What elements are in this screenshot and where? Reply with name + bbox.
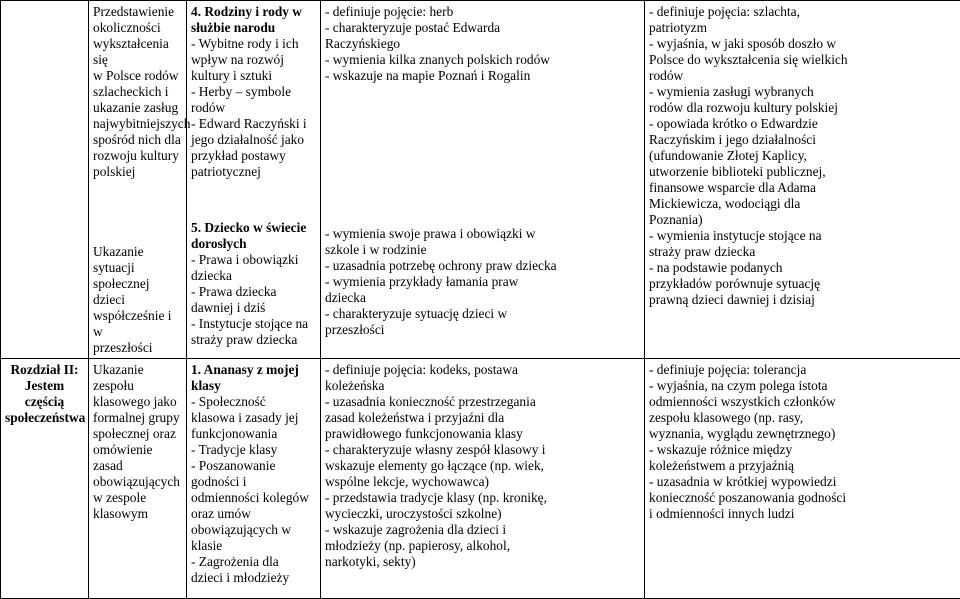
requirement-line: odmienności wszystkich członków xyxy=(649,394,956,410)
table-row xyxy=(1,1,960,359)
goal-line: formalnej grupy xyxy=(93,410,182,426)
goal-line: współcześnie i w xyxy=(93,308,182,340)
table-row xyxy=(1,359,960,599)
topic-item: - Prawa i obowiązki xyxy=(191,252,316,268)
requirement-line: - definiuje pojęcie: herb xyxy=(325,4,640,20)
requirement-line: zasad koleżeństwa i przyjaźni dla xyxy=(325,410,640,426)
requirement-line: koleżeńska xyxy=(325,378,640,394)
goal-line: najwybitniejszych xyxy=(93,116,182,132)
requirement-line: - wymienia zasługi wybranych xyxy=(649,84,956,100)
requirement-line: - charakteryzuje postać Edwarda xyxy=(325,20,640,36)
topic-title: 4. Rodziny i rody w xyxy=(191,4,316,20)
goal-line: okoliczności xyxy=(93,20,182,36)
requirement-line: szkole i w rodzinie xyxy=(325,242,640,258)
topic-title: dorosłych xyxy=(191,236,316,252)
requirement-line: Mickiewicza, wodociągi dla xyxy=(649,196,956,212)
topic-item: godności i xyxy=(191,474,316,490)
goals-cell xyxy=(89,359,187,599)
requirement-line: przeszłości xyxy=(325,322,640,338)
requirement-line: i odmienności innych ludzi xyxy=(649,506,956,522)
topic-item: odmienności kolegów xyxy=(191,490,316,506)
topic-item: dzieci i młodzieży xyxy=(191,570,316,586)
topic-item: - Tradycje klasy xyxy=(191,442,316,458)
topic-item: jego działalność jako xyxy=(191,132,316,148)
requirement-line: wspólne lekcje, wychowawca) xyxy=(325,474,640,490)
requirement-line: narkotyki, sekty) xyxy=(325,554,640,570)
requirement-line: - uzasadnia potrzebę ochrony praw dziecka xyxy=(325,258,640,274)
goal-line: polskiej xyxy=(93,164,182,180)
requirements-block xyxy=(325,4,640,84)
requirement-line: - wskazuje różnice między xyxy=(649,442,956,458)
requirement-line: koleżeństwem a przyjaźnią xyxy=(649,458,956,474)
requirement-line: - wyjaśnia, na czym polega istota xyxy=(649,378,956,394)
topics-cell xyxy=(187,359,321,599)
requirement-line: - wymienia przykłady łamania praw xyxy=(325,274,640,290)
topic-item: - Wybitne rody i ich xyxy=(191,36,316,52)
requirement-line: - wymienia instytucje stojące na xyxy=(649,228,956,244)
topics-cell xyxy=(187,1,321,359)
goal-line: szlacheckich i xyxy=(93,84,182,100)
requirement-line: - na podstawie podanych xyxy=(649,260,956,276)
requirement-line: - wymienia kilka znanych polskich rodów xyxy=(325,52,640,68)
topic-item: przykład postawy xyxy=(191,148,316,164)
requirement-line: - uzasadnia w krótkiej wypowiedzi xyxy=(649,474,956,490)
requirement-line: młodzieży (np. papierosy, alkohol, xyxy=(325,538,640,554)
goal-line: w zespole xyxy=(93,490,182,506)
goal-line: spośród nich dla xyxy=(93,132,182,148)
goal-line: ukazanie zasług xyxy=(93,100,182,116)
topic-item: rodów xyxy=(191,100,316,116)
topic-block xyxy=(191,220,316,348)
requirement-line: patriotyzm xyxy=(649,20,956,36)
requirement-line: dziecka xyxy=(325,290,640,306)
requirement-line: - wyjaśnia, w jaki sposób doszło w xyxy=(649,36,956,52)
goal-line: rozwoju kultury xyxy=(93,148,182,164)
requirement-line: Raczyńskiego xyxy=(325,36,640,52)
requirement-line: rodów xyxy=(649,68,956,84)
requirement-line: wycieczki, uroczystości szkolne) xyxy=(325,506,640,522)
topic-item: klasowa i zasady jej xyxy=(191,410,316,426)
topic-item: kultury i sztuki xyxy=(191,68,316,84)
requirement-line: - wskazuje na mapie Poznań i Rogalin xyxy=(325,68,640,84)
topic-item: - Prawa dziecka xyxy=(191,284,316,300)
topic-item: oraz umów xyxy=(191,506,316,522)
requirement-line: - uzasadnia konieczność przestrzegania xyxy=(325,394,640,410)
requirement-line: - definiuje pojęcia: szlachta, xyxy=(649,4,956,20)
requirement-line: - definiuje pojęcia: kodeks, postawa xyxy=(325,362,640,378)
topic-item: wpływ na rozwój xyxy=(191,52,316,68)
section-title: Jestem xyxy=(5,378,84,394)
topic-block xyxy=(191,4,316,180)
requirement-line: straży praw dziecka xyxy=(649,244,956,260)
requirement-line: - wymienia swoje prawa i obowiązki w xyxy=(325,226,640,242)
requirement-line: prawną dzieci dawniej i dzisiaj xyxy=(649,292,956,308)
extended-requirements-cell xyxy=(645,1,960,359)
goal-block xyxy=(93,244,182,356)
requirement-line: - definiuje pojęcia: tolerancja xyxy=(649,362,956,378)
section-title: społeczeństwa xyxy=(5,410,84,426)
topic-title: 5. Dziecko w świecie xyxy=(191,220,316,236)
topic-item: straży praw dziecka xyxy=(191,332,316,348)
requirement-line: utworzenie biblioteki publicznej, xyxy=(649,164,956,180)
requirement-line: konieczność poszanowania godności xyxy=(649,490,956,506)
topic-item: - Herby – symbole xyxy=(191,84,316,100)
requirement-line: Polsce do wykształcenia się wielkich xyxy=(649,52,956,68)
requirements-block xyxy=(325,226,640,338)
topic-item: dawniej i dziś xyxy=(191,300,316,316)
goal-line: Przedstawienie xyxy=(93,4,182,20)
requirement-line: wyznania, wyglądu zewnętrznego) xyxy=(649,426,956,442)
goal-block xyxy=(93,4,182,180)
goal-line: Ukazanie sytuacji xyxy=(93,244,182,276)
requirement-line: przykładów porównuje sytuację xyxy=(649,276,956,292)
requirement-line: - charakteryzuje sytuację dzieci w xyxy=(325,306,640,322)
topic-item: - Edward Raczyński i xyxy=(191,116,316,132)
topic-item: klasie xyxy=(191,538,316,554)
topic-item: - Społeczność xyxy=(191,394,316,410)
requirement-line: Poznania) xyxy=(649,212,956,228)
requirement-line: zespołu klasowego (np. rasy, xyxy=(649,410,956,426)
goal-line: klasowym xyxy=(93,506,182,522)
requirement-line: prawidłowego funkcjonowania klasy xyxy=(325,426,640,442)
goal-line: omówienie zasad xyxy=(93,442,182,474)
section-title: Rozdział II: xyxy=(5,362,84,378)
topic-item: obowiązujących w xyxy=(191,522,316,538)
requirement-line: - wskazuje zagrożenia dla dzieci i xyxy=(325,522,640,538)
goal-line: Ukazanie zespołu xyxy=(93,362,182,394)
section-cell xyxy=(1,359,89,599)
topic-title: służbie narodu xyxy=(191,20,316,36)
requirement-line: rodów dla rozwoju kultury polskiej xyxy=(649,100,956,116)
goal-line: w Polsce rodów xyxy=(93,68,182,84)
topic-item: dziecka xyxy=(191,268,316,284)
requirement-line: - charakteryzuje własny zespół klasowy i xyxy=(325,442,640,458)
section-title: częścią xyxy=(5,394,84,410)
goal-line: obowiązujących xyxy=(93,474,182,490)
topic-item: - Zagrożenia dla xyxy=(191,554,316,570)
basic-requirements-cell xyxy=(321,359,645,599)
requirement-line: Raczyńskim i jego działalności xyxy=(649,132,956,148)
topic-item: patriotycznej xyxy=(191,164,316,180)
topic-item: - Poszanowanie xyxy=(191,458,316,474)
requirement-line: wskazuje elementy go łączące (np. wiek, xyxy=(325,458,640,474)
requirements-block xyxy=(649,4,956,308)
requirement-line: - opowiada krótko o Edwardzie xyxy=(649,116,956,132)
topic-title: klasy xyxy=(191,378,316,394)
requirement-line: (ufundowanie Złotej Kaplicy, xyxy=(649,148,956,164)
section-cell xyxy=(1,1,89,359)
goals-cell xyxy=(89,1,187,359)
goal-line: społecznej dzieci xyxy=(93,276,182,308)
goal-line: klasowego jako xyxy=(93,394,182,410)
requirement-line: - przedstawia tradycje klasy (np. kronikę, xyxy=(325,490,640,506)
goal-line: wykształcenia się xyxy=(93,36,182,68)
goal-line: społecznej oraz xyxy=(93,426,182,442)
requirement-line: finansowe wsparcie dla Adama xyxy=(649,180,956,196)
basic-requirements-cell xyxy=(321,1,645,359)
topic-title: 1. Ananasy z mojej xyxy=(191,362,316,378)
topic-item: funkcjonowania xyxy=(191,426,316,442)
extended-requirements-cell xyxy=(645,359,960,599)
goal-line: przeszłości xyxy=(93,340,182,356)
topic-item: - Instytucje stojące na xyxy=(191,316,316,332)
